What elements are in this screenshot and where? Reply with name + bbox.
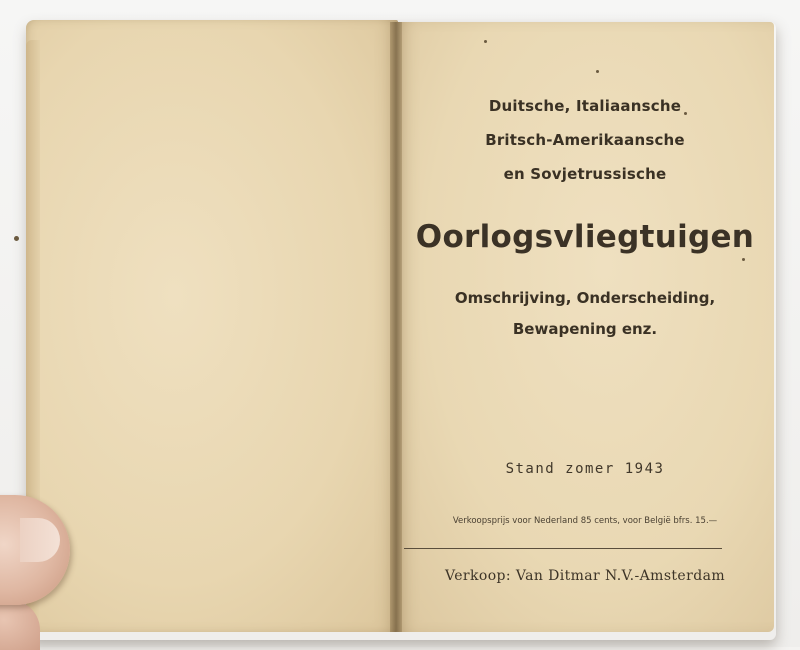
paper-speck [484, 40, 487, 43]
book-title: Oorlogsvliegtuigen [415, 219, 755, 255]
table-speck [14, 236, 19, 241]
publisher-line: Verkoop: Van Ditmar N.V.-Amsterdam [444, 568, 725, 584]
left-page [26, 20, 398, 632]
paper-speck [742, 258, 745, 261]
subtitle-line-3: en Sovjetrussische [503, 165, 667, 183]
edition-line: Stand zomer 1943 [505, 461, 665, 477]
paper-speck [684, 112, 687, 115]
subtitle-line-2: Britsch-Amerikaansche [485, 131, 685, 149]
divider-rule [404, 548, 722, 549]
description-line-1: Omschrijving, Onderscheiding, [454, 289, 716, 307]
paper-speck [596, 70, 599, 73]
description-line-2: Bewapening enz. [512, 320, 658, 338]
subtitle-line-1: Duitsche, Italiaansche [488, 97, 682, 115]
price-line: Verkoopsprijs voor Nederland 85 cents, voor België bfrs. 15.— [452, 516, 718, 526]
